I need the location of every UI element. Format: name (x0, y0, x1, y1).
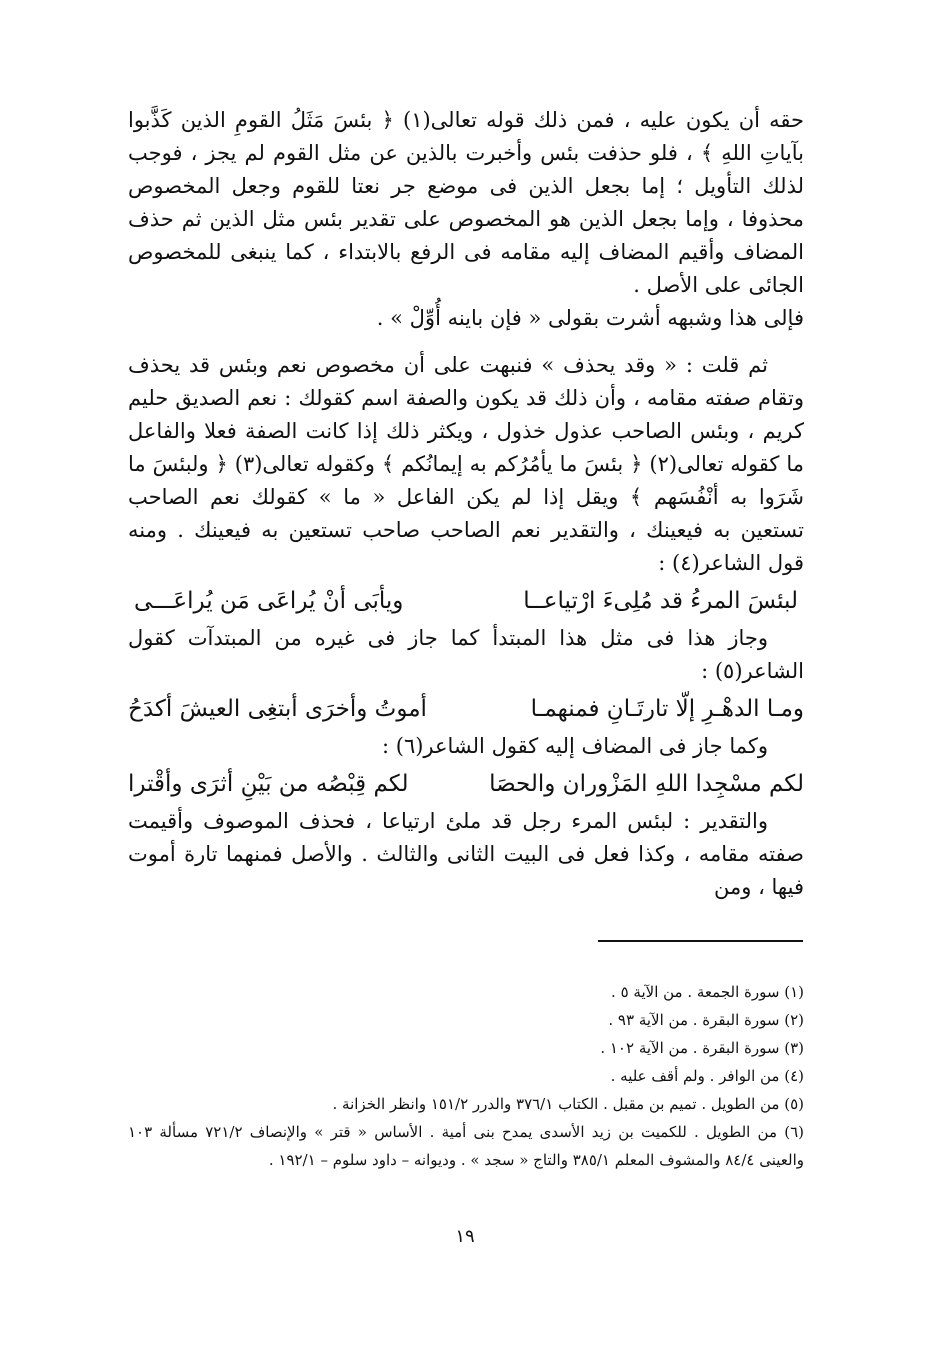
verse-1 (128, 580, 804, 622)
footnote-6: (٦) من الطويل . للكميت بن زيد الأسدى يمدح بنى أمية . الأساس « قتر » والإنصاف ٧٢١/٢ مسألة ١٠٣ والعينى ٨٤/٤ والمشوف المعلم ٣٨٥/١ والتاج « سجد » . وديوانه – داود سلوم – ١٩٢/١ . (128, 1123, 805, 1169)
verse-3 (128, 763, 804, 805)
verse-2-first-hemistich: ومـا الدهْـرِ إلّا تارتَـانِ فمنهمـا (530, 696, 804, 722)
footnote-5: (٥) من الطويل . تميم بن مقبل . الكتاب ٣٧٦/١ والدرر ١٥١/٢ وانظر الخزانة . (332, 1095, 804, 1113)
verse-3-first-hemistich: لكم مسْجِدا اللهِ المَزْوران والحصَا (489, 771, 804, 797)
footnote-2: (٢) سورة البقرة . من الآية ٩٣ . (608, 1011, 804, 1029)
paragraph-3: ثم قلت : « وقد يحذف » فنبهت على أن مخصوص نعم وبئس قد يحذف وتقام صفته مقامه ، وأن ذلك قد يكون والصفة اسم كقولك : نعم الصديق حليم كريم ، وبئس الصاحب عذول خذول ، ويكثر ذلك إذا كانت الصفة فعلا والفاعل ما كقوله تعالى(٢) ﴿ بئسَ ما يأمُرُكم به إيمانُكم ﴾ وكقوله تعالى(٣) ﴿ ولبئسَ ما شَرَوا به أنْفُسَهم ﴾ ويقل إذا لم يكن الفاعل « ما » كقولك نعم الصاحب تستعين به فيعينك ، والتقدير نعم الصاحب صاحب تستعين به فيعينك . ومنه قول الشاعر(٤) : (128, 353, 805, 575)
paragraph-5: وكما جاز فى المضاف إليه كقول الشاعر(٦) : (381, 734, 768, 758)
paragraph-4: وجاز هذا فى مثل هذا المبتدأ كما جاز فى غيره من المبتدآت كقول الشاعر(٥) : (128, 626, 804, 683)
verse-1-second-hemistich: ويأبَى أنْ يُراعَى مَن يُراعَـــى (134, 588, 404, 614)
main-text (128, 104, 804, 904)
footnote-3: (٣) سورة البقرة . من الآية ١٠٢ . (600, 1039, 804, 1057)
verse-1-first-hemistich: لبئسَ المرءُ قد مُلِىءَ ارْتياعــا (523, 588, 798, 614)
page-number: ١٩ (455, 1226, 475, 1247)
verse-2 (128, 688, 804, 730)
footnote-separator (598, 940, 803, 942)
footnote-4: (٤) من الوافر . ولم أقف عليه . (610, 1067, 804, 1085)
paragraph-2: فإلى هذا وشبهه أشرت بقولى « فإن باينه أُوِّلْ » . (376, 306, 804, 330)
footnotes (128, 978, 804, 1174)
footnote-1: (١) سورة الجمعة . من الآية ٥ . (611, 983, 804, 1001)
paragraph-1: حقه أن يكون عليه ، فمن ذلك قوله تعالى(١) ﴿ بئسَ مَثَلُ القومِ الذين كَذَّبوا بآياتِ اللهِ ﴾ ، فلو حذفت بئس وأخبرت بالذين عن مثل القوم لم يجز ، فوجب لذلك التأويل ؛ إما بجعل الذين فى موضع جر نعتا للقوم وجعل المخصوص محذوفا ، وإما بجعل الذين هو المخصوص على تقدير بئس مثل الذين ثم حذف المضاف وأقيم المضاف إليه مقامه فى الرفع بالابتداء ، كما ينبغى للمخصوص الجائى على الأصل . (128, 108, 804, 297)
verse-2-second-hemistich: أموتُ وأخرَى أبتغِى العيشَ أكدَحُ (128, 696, 427, 722)
verse-3-second-hemistich: لكم قِبْصُه من بَيْنِ أثرَى وأقْترا (128, 771, 409, 797)
paragraph-6: والتقدير : لبئس المرء رجل قد ملئ ارتياعا ، فحذف الموصوف وأقيمت صفته مقامه ، وكذا فعل فى البيت الثانى والثالث . والأصل فمنهما تارة أموت فيها ، ومن (128, 809, 804, 899)
